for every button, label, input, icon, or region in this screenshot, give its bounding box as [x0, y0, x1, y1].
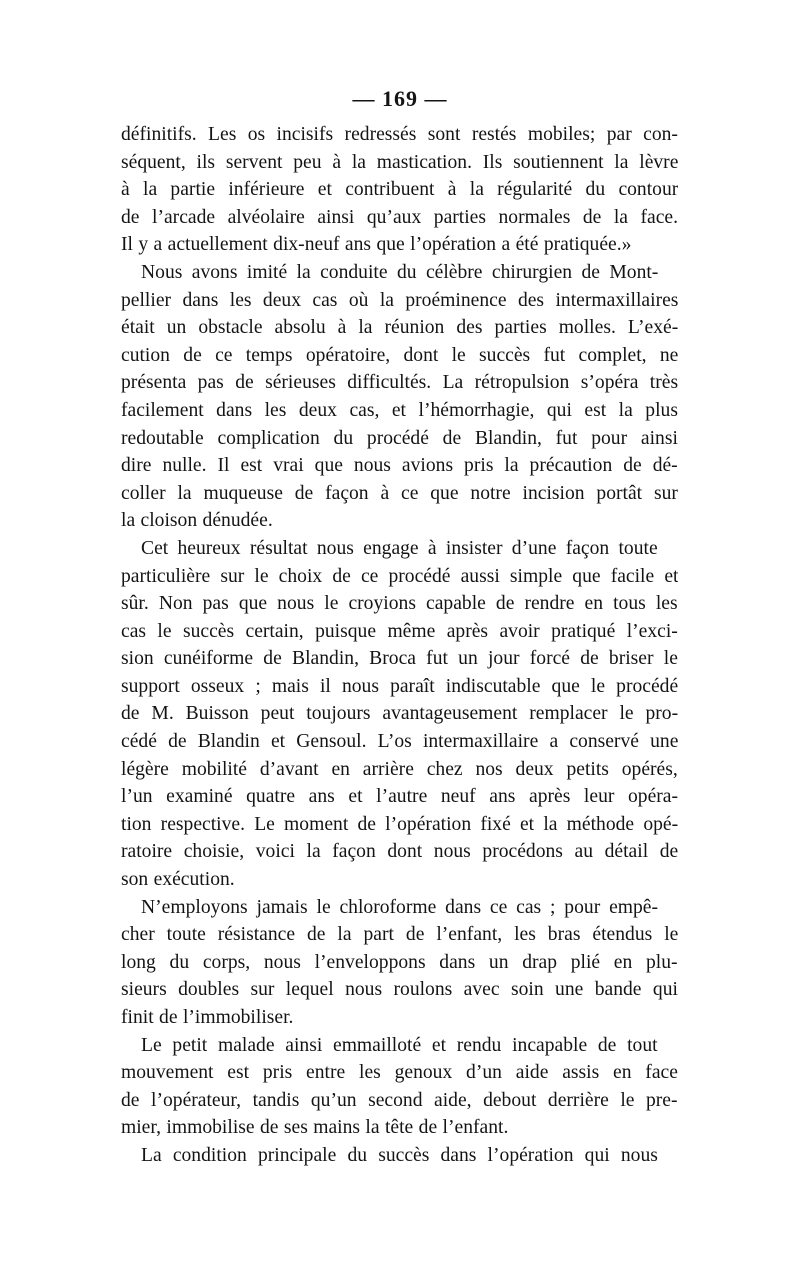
text-line: tion respective. Le moment de l’opération fixé et la méthode opé- [121, 813, 678, 835]
text-line: séquent, ils servent peu à la mastication. Ils soutiennent la lèvre [121, 151, 678, 173]
text-line: mouvement est pris entre les genoux d’un aide assis en face [121, 1062, 678, 1084]
text-line: support osseux ; mais il nous paraît indiscutable que le procédé [121, 675, 678, 697]
text-line: mier, immobilise de ses mains la tête de l’enfant. [121, 1117, 509, 1139]
text-line: la cloison dénudée. [121, 510, 273, 532]
text-line: N’employons jamais le chloroforme dans ce cas ; pour empê- [141, 896, 659, 918]
text-line: légère mobilité d’avant en arrière chez nos deux petits opérés, [121, 758, 678, 780]
text-line: sieurs doubles sur lequel nous roulons avec soin une bande qui [121, 979, 678, 1001]
text-line: définitifs. Les os incisifs redressés sont restés mobiles; par con- [121, 124, 678, 145]
text-line: sûr. Non pas que nous le croyions capable de rendre en tous les [121, 593, 678, 615]
text-line: était un obstacle absolu à la réunion des parties molles. L’exé- [121, 317, 678, 339]
text-line: Le petit malade ainsi emmailloté et rendu incapable de tout [141, 1034, 658, 1056]
text-line: particulière sur le choix de ce procédé aussi simple que facile et [121, 565, 678, 587]
text-line: cution de ce temps opératoire, dont le succès fut complet, ne [121, 344, 678, 366]
text-line: finit de l’immobiliser. [121, 1007, 294, 1028]
text-line: cher toute résistance de la part de l’enfant, les bras étendus le [121, 924, 678, 946]
body-text [121, 121, 678, 1170]
text-line: l’un examiné quatre ans et l’autre neuf ans après leur opéra- [121, 786, 678, 808]
text-line: coller la muqueuse de façon à ce que notre incision portât sur [121, 482, 678, 504]
text-line: cédé de Blandin et Gensoul. L’os intermaxillaire a conservé une [121, 731, 678, 753]
text-line: dire nulle. Il est vrai que nous avions pris la précaution de dé- [121, 455, 678, 477]
text-line: La condition principale du succès dans l’opération qui nous [141, 1144, 658, 1166]
text-line: présenta pas de sérieuses difficultés. La rétropulsion s’opéra très [121, 372, 678, 394]
text-line: ratoire choisie, voici la façon dont nous procédons au détail de [121, 841, 678, 863]
text-line: sion cunéiforme de Blandin, Broca fut un jour forcé de briser le [121, 648, 678, 670]
text-line: Il y a actuellement dix-neuf ans que l’opération a été pratiquée.» [121, 234, 632, 256]
text-line: son exécution. [121, 869, 235, 891]
text-line: cas le succès certain, puisque même après avoir pratiqué l’exci- [121, 620, 678, 642]
text-line: Nous avons imité la conduite du célèbre chirurgien de Mont- [141, 261, 659, 283]
text-line: long du corps, nous l’enveloppons dans un drap plié en plu- [121, 951, 678, 973]
text-line: de l’opérateur, tandis qu’un second aide, debout derrière le pre- [121, 1089, 678, 1111]
text-line: à la partie inférieure et contribuent à la régularité du contour [121, 179, 678, 201]
text-line: pellier dans les deux cas où la proéminence des intermaxillaires [121, 289, 678, 311]
text-line: redoutable complication du procédé de Blandin, fut pour ainsi [121, 427, 678, 449]
page-number: — 169 — [352, 86, 448, 111]
text-line: de l’arcade alvéolaire ainsi qu’aux parties normales de la face. [121, 206, 678, 228]
text-line: de M. Buisson peut toujours avantageusement remplacer le pro- [121, 703, 678, 725]
text-line: facilement dans les deux cas, et l’hémorrhagie, qui est la plus [121, 399, 678, 421]
text-line: Cet heureux résultat nous engage à insister d’une façon toute [141, 537, 658, 559]
